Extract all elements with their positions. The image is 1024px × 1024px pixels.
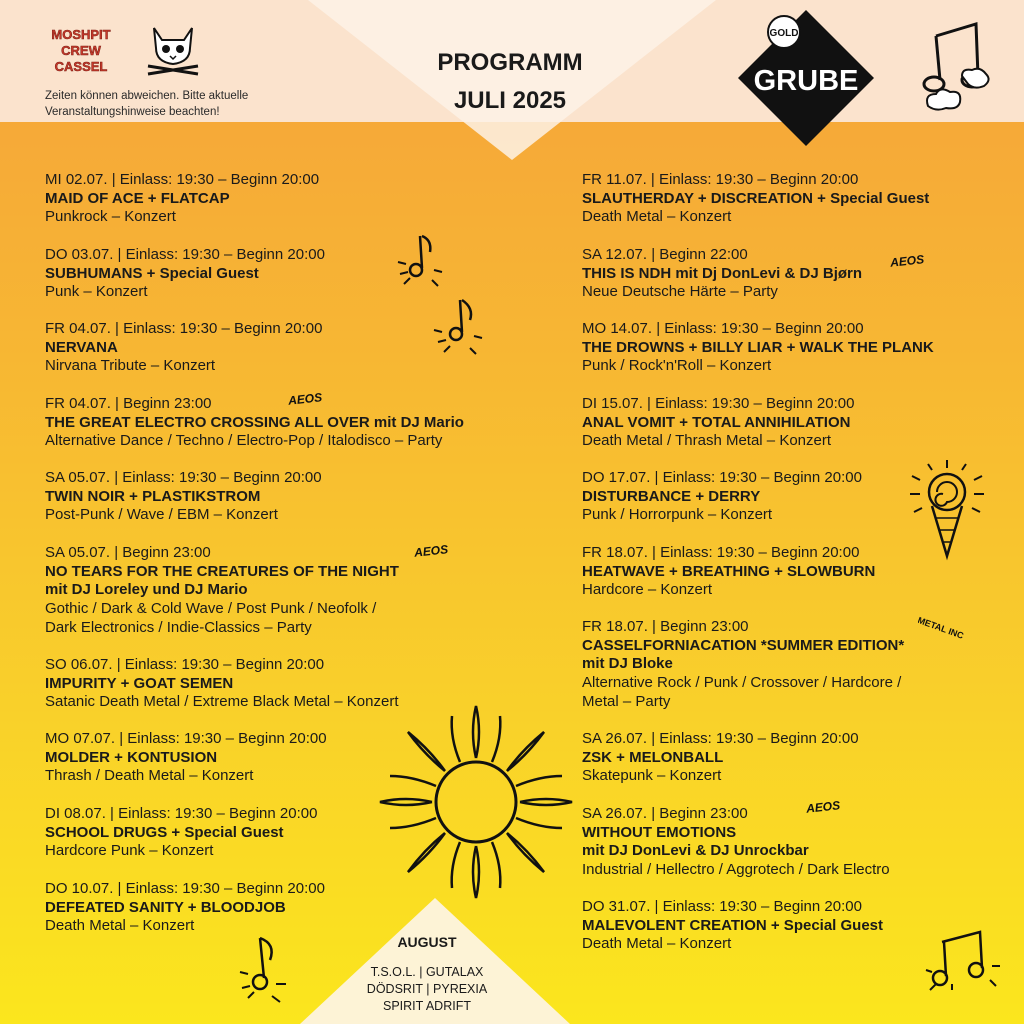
- event-left-1: [45, 171, 319, 227]
- event-name: MALEVOLENT CREATION + Special Guest: [582, 916, 884, 934]
- event-left-9: [45, 805, 317, 861]
- event-genre: Punk / Horrorpunk – Konzert: [582, 506, 773, 524]
- moshpit-logo-line2: CREW: [61, 43, 101, 58]
- moshpit-logo-line3: CASSEL: [54, 59, 108, 74]
- event-name: WITHOUT EMOTIONS: [582, 823, 737, 841]
- event-right-9: [582, 805, 890, 880]
- aeos-badge-text: AEOS: [889, 252, 925, 270]
- event-name: CASSELFORNIACATION *SUMMER EDITION*: [582, 636, 905, 654]
- event-genre: Alternative Dance / Techno / Electro-Pop / Italodisco – Party: [45, 432, 443, 450]
- moshpit-logo: [46, 24, 116, 76]
- august-line-3: SPIRIT ADRIFT: [383, 999, 471, 1013]
- event-right-10: [582, 898, 883, 954]
- event-genre: Death Metal – Konzert: [45, 917, 195, 935]
- event-left-3: [45, 320, 322, 376]
- aeos-badge-text: AEOS: [413, 542, 449, 560]
- event-genre: Skatepunk – Konzert: [582, 767, 722, 785]
- grube-logo-small: GOLD: [769, 28, 799, 39]
- event-date: DO 03.07. | Einlass: 19:30 – Beginn 20:00: [45, 246, 325, 263]
- event-genre: Hardcore – Konzert: [582, 581, 713, 599]
- aeos-badge-text: AEOS: [805, 798, 841, 816]
- disclaimer-line-2: Veranstaltungshinweise beachten!: [45, 106, 220, 118]
- music-note-icon: [430, 292, 486, 358]
- event-date: SA 05.07. | Einlass: 19:30 – Beginn 20:00: [45, 469, 322, 486]
- event-genre: Death Metal / Thrash Metal – Konzert: [582, 432, 832, 450]
- event-genre: Thrash / Death Metal – Konzert: [45, 767, 254, 785]
- event-date: FR 18.07. | Einlass: 19:30 – Beginn 20:00: [582, 544, 860, 561]
- event-date: SA 05.07. | Beginn 23:00: [45, 544, 211, 561]
- event-name: NERVANA: [45, 338, 118, 356]
- event-name: SUBHUMANS + Special Guest: [45, 264, 259, 282]
- event-genre: Punk / Rock'n'Roll – Konzert: [582, 357, 772, 375]
- event-name: TWIN NOIR + PLASTIKSTROM: [45, 487, 261, 505]
- event-name: MAID OF ACE + FLATCAP: [45, 189, 230, 207]
- music-note-icon: [922, 920, 1002, 996]
- aeos-badge-text: AEOS: [287, 390, 323, 408]
- event-name: NO TEARS FOR THE CREATURES OF THE NIGHT: [45, 562, 399, 580]
- event-name: SCHOOL DRUGS + Special Guest: [45, 823, 284, 841]
- cat-skull-logo: [142, 22, 204, 78]
- event-date: FR 04.07. | Beginn 23:00: [45, 395, 212, 412]
- event-date: DO 10.07. | Einlass: 19:30 – Beginn 20:00: [45, 880, 325, 897]
- music-note-icon: [392, 228, 448, 290]
- event-date: SA 12.07. | Beginn 22:00: [582, 246, 748, 263]
- title-line-1: PROGRAMM: [437, 49, 583, 76]
- event-date: DI 08.07. | Einlass: 19:30 – Beginn 20:00: [45, 805, 318, 822]
- event-left-5: [45, 469, 322, 525]
- event-date: DO 17.07. | Einlass: 19:30 – Beginn 20:00: [582, 469, 862, 486]
- event-genre: Gothic / Dark & Cold Wave / Post Punk / Neofolk /: [45, 600, 377, 618]
- event-genre: Punk – Konzert: [45, 283, 148, 301]
- sun-icon: [372, 702, 580, 902]
- event-right-7: [582, 618, 904, 712]
- event-left-4: [45, 395, 464, 451]
- title-line-2: JULI 2025: [453, 87, 567, 114]
- event-date: SA 26.07. | Beginn 23:00: [582, 805, 748, 822]
- event-genre: Death Metal – Konzert: [582, 208, 732, 226]
- aeos-badge: [878, 250, 936, 270]
- aeos-badge: [794, 796, 852, 816]
- aeos-badge: [402, 540, 460, 560]
- event-left-10: [45, 880, 325, 936]
- disclaimer-line-1: Zeiten können abweichen. Bitte aktuelle: [45, 90, 249, 102]
- event-genre: Hardcore Punk – Konzert: [45, 842, 214, 860]
- event-genre: Alternative Rock / Punk / Crossover / Hardcore /: [582, 674, 902, 692]
- header-disclaimer: [45, 88, 305, 120]
- event-date: FR 18.07. | Beginn 23:00: [582, 618, 749, 635]
- event-name: DISTURBANCE + DERRY: [582, 487, 761, 505]
- event-name-line-2: mit DJ DonLevi & DJ Unrockbar: [582, 842, 809, 860]
- event-genre: Industrial / Hellectro / Aggrotech / Dark Electro: [582, 861, 890, 879]
- august-lineup: [345, 964, 509, 1015]
- event-name: ANAL VOMIT + TOTAL ANNIHILATION: [582, 413, 851, 431]
- august-line-1: T.S.O.L. | GUTALAX: [370, 965, 484, 979]
- event-name: THIS IS NDH mit Dj DonLevi & DJ Bjørn: [582, 264, 863, 282]
- ice-cream-icon: [904, 456, 990, 566]
- program-title: [380, 44, 640, 120]
- event-date: MO 14.07. | Einlass: 19:30 – Beginn 20:00: [582, 320, 864, 337]
- event-name-line-2: mit DJ Bloke: [582, 655, 673, 673]
- event-date: MO 07.07. | Einlass: 19:30 – Beginn 20:00: [45, 730, 327, 747]
- event-right-5: [582, 469, 862, 525]
- music-note-icon: [236, 932, 296, 1004]
- august-title: AUGUST: [397, 934, 457, 950]
- event-right-8: [582, 730, 859, 786]
- event-name: MOLDER + KONTUSION: [45, 748, 218, 766]
- event-date: FR 04.07. | Einlass: 19:30 – Beginn 20:00: [45, 320, 323, 337]
- event-date: FR 11.07. | Einlass: 19:30 – Beginn 20:00: [582, 171, 859, 188]
- event-genre: Nirvana Tribute – Konzert: [45, 357, 216, 375]
- event-date: DI 15.07. | Einlass: 19:30 – Beginn 20:00: [582, 395, 855, 412]
- event-genre: Death Metal – Konzert: [582, 935, 732, 953]
- event-genre-line-2: Dark Electronics / Indie-Classics – Party: [45, 618, 312, 636]
- event-name: HEATWAVE + BREATHING + SLOWBURN: [582, 562, 876, 580]
- aeos-badge: [276, 388, 334, 408]
- event-left-7: [45, 656, 399, 712]
- event-date: SO 06.07. | Einlass: 19:30 – Beginn 20:00: [45, 656, 325, 673]
- event-left-6: [45, 544, 399, 638]
- event-genre: Post-Punk / Wave / EBM – Konzert: [45, 506, 278, 524]
- metal-inc-badge-text: METAL INC: [918, 615, 964, 641]
- event-date: MI 02.07. | Einlass: 19:30 – Beginn 20:00: [45, 171, 320, 188]
- event-right-1: [582, 171, 929, 227]
- music-note-icon: [918, 14, 994, 114]
- event-name: ZSK + MELONBALL: [582, 748, 724, 766]
- event-name-line-2: mit DJ Loreley und DJ Mario: [45, 581, 248, 599]
- metal-inc-badge: [918, 612, 964, 642]
- event-name: THE DROWNS + BILLY LIAR + WALK THE PLANK: [582, 338, 934, 356]
- event-date: DO 31.07. | Einlass: 19:30 – Beginn 20:00: [582, 898, 862, 915]
- event-name: DEFEATED SANITY + BLOODJOB: [45, 898, 286, 916]
- moshpit-logo-line1: MOSHPIT: [51, 27, 111, 42]
- event-right-4: [582, 395, 854, 451]
- event-left-8: [45, 730, 327, 786]
- event-right-6: [582, 544, 875, 600]
- event-name: SLAUTHERDAY + DISCREATION + Special Guest: [582, 189, 930, 207]
- grube-logo-main: GRUBE: [753, 65, 859, 97]
- event-genre: Neue Deutsche Härte – Party: [582, 283, 778, 301]
- event-name: IMPURITY + GOAT SEMEN: [45, 674, 234, 692]
- event-name: THE GREAT ELECTRO CROSSING ALL OVER mit DJ Mario: [45, 413, 464, 431]
- event-right-3: [582, 320, 934, 376]
- event-date: SA 26.07. | Einlass: 19:30 – Beginn 20:00: [582, 730, 859, 747]
- event-left-2: [45, 246, 325, 302]
- event-genre-line-2: Metal – Party: [582, 692, 671, 710]
- event-genre: Satanic Death Metal / Extreme Black Metal – Konzert: [45, 693, 399, 711]
- august-line-2: DÖDSRIT | PYREXIA: [366, 982, 488, 996]
- event-genre: Punkrock – Konzert: [45, 208, 176, 226]
- event-right-2: [582, 246, 862, 302]
- grube-logo: [732, 4, 880, 152]
